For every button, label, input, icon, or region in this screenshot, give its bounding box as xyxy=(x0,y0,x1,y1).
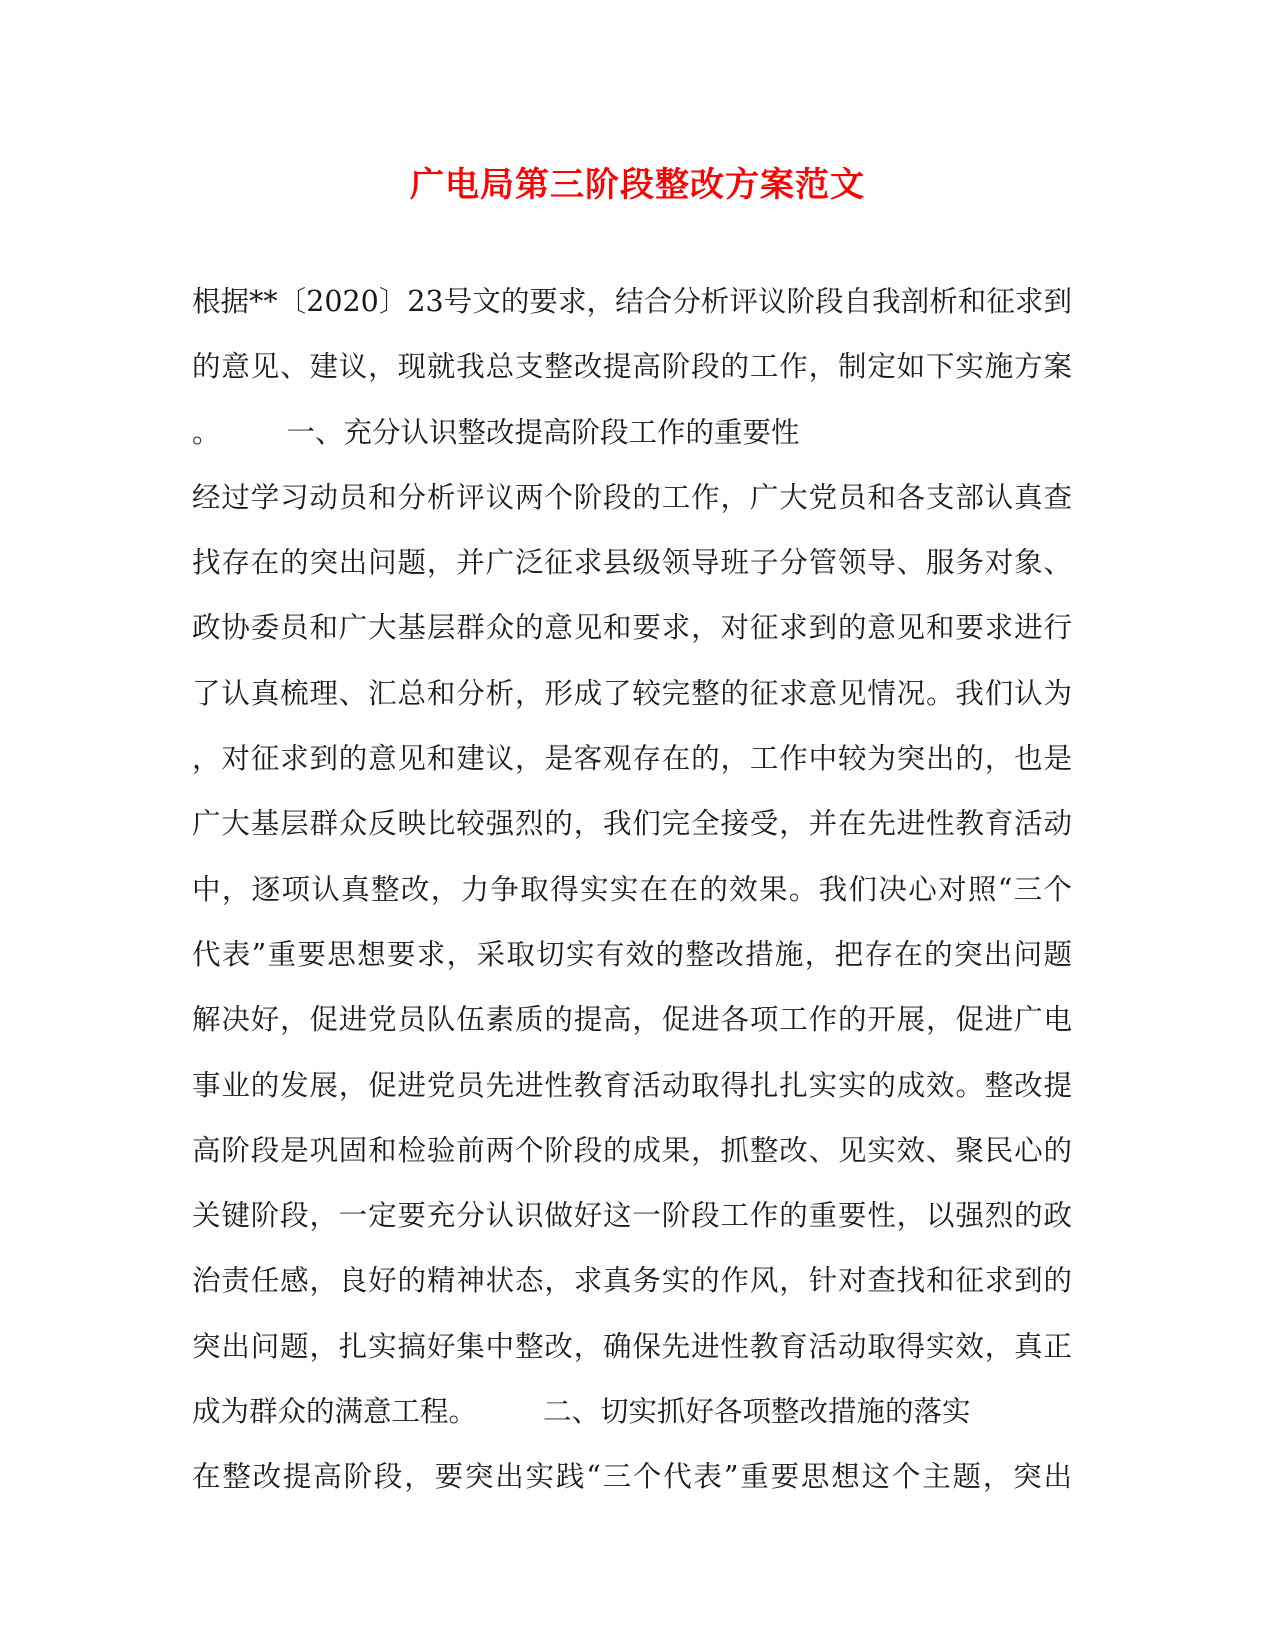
paragraph-line: 在整改提高阶段，要突出实践“三个代表”重要思想这个主题，突出 xyxy=(192,1460,1072,1494)
paragraph-line: 关键阶段，一定要充分认识做好这一阶段工作的重要性，以强烈的政 xyxy=(192,1199,1072,1233)
paragraph-line: 政协委员和广大基层群众的意见和要求，对征求到的意见和要求进行 xyxy=(192,611,1072,645)
paragraph-line: 的意见、建议，现就我总支整改提高阶段的工作，制定如下实施方案 xyxy=(192,350,1072,384)
paragraph-line xyxy=(192,413,1072,478)
paragraph-line: 突出问题，扎实搞好集中整改，确保先进性教育活动取得实效，真正 xyxy=(192,1329,1072,1363)
paragraph-line: 事业的发展，促进党员先进性教育活动取得扎扎实实的成效。整改提 xyxy=(192,1068,1072,1102)
line-text: 成为群众的满意工程。 xyxy=(192,1395,478,1429)
paragraph-line: 了认真梳理、汇总和分析，形成了较完整的征求意见情况。我们认为 xyxy=(192,676,1072,710)
paragraph-line: 代表”重要思想要求，采取切实有效的整改措施，把存在的突出问题 xyxy=(192,937,1072,971)
paragraph-line: 找存在的突出问题，并广泛征求县级领导班子分管领导、服务对象、 xyxy=(192,546,1072,580)
paragraph-line: 解决好，促进党员队伍素质的提高，促进各项工作的开展，促进广电 xyxy=(192,1003,1072,1037)
section-heading-2: 二、切实抓好各项整改措施的落实 xyxy=(543,1395,971,1429)
paragraph-line: 根据**〔2020〕23号文的要求，结合分析评议阶段自我剖析和征求到 xyxy=(192,285,1072,318)
paragraph-line: 治责任感，良好的精神状态，求真务实的作风，针对查找和征求到的 xyxy=(192,1264,1072,1298)
paragraph-line xyxy=(192,1392,1072,1457)
section-heading-1: 一、充分认识整改提高阶段工作的重要性 xyxy=(286,415,800,449)
document-body xyxy=(192,282,1072,1523)
line-punctuation: 。 xyxy=(192,415,221,449)
paragraph-line: ，对征求到的意见和建议，是客观存在的，工作中较为突出的，也是 xyxy=(192,742,1072,776)
paragraph-line: 中，逐项认真整改，力争取得实实在在的效果。我们决心对照“三个 xyxy=(192,872,1072,906)
paragraph-line: 高阶段是巩固和检验前两个阶段的成果，抓整改、见实效、聚民心的 xyxy=(192,1133,1072,1167)
paragraph-line: 经过学习动员和分析评议两个阶段的工作，广大党员和各支部认真查 xyxy=(192,480,1072,514)
paragraph-line: 广大基层群众反映比较强烈的，我们完全接受，并在先进性教育活动 xyxy=(192,807,1072,841)
document-title: 广电局第三阶段整改方案范文 xyxy=(410,165,865,205)
